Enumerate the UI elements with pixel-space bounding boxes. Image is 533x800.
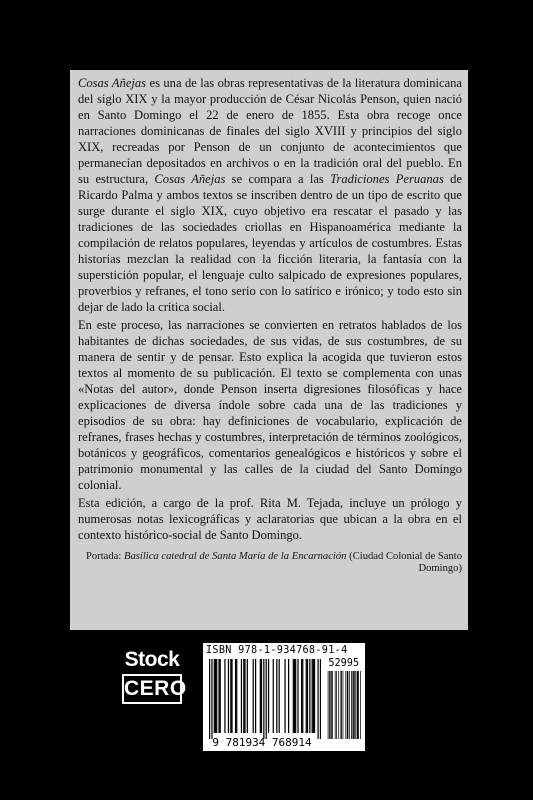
addon-bar: [360, 671, 361, 739]
barcode-bar: [214, 659, 215, 733]
addon-bar: [349, 671, 350, 739]
barcode-bar: [279, 659, 280, 733]
barcode-bar: [284, 659, 285, 733]
barcode-bar: [276, 659, 277, 733]
isbn-barcode: [203, 643, 365, 751]
barcode-bar: [301, 659, 302, 733]
italic-title: Basílica catedral de Santa María de la Encarnación: [124, 551, 347, 562]
barcode-bar: [230, 659, 231, 733]
barcode-bar: [295, 659, 296, 733]
barcode-bar: [317, 659, 318, 739]
addon-bar: [345, 671, 346, 739]
barcode-bar: [231, 659, 232, 733]
addon-bar: [358, 671, 359, 739]
addon-bar: [357, 671, 358, 739]
barcode-bar: [266, 659, 267, 739]
text-run: Esta edición, a cargo de la prof. Rita M. Tejada, incluye un prólogo y numerosas notas lexicográficas y aclaratorias que ubican a la obra en el contexto histórico-social de Santo Domingo.: [78, 496, 462, 542]
barcode-bar: [313, 659, 314, 733]
addon-bar: [348, 671, 349, 739]
barcode-bar: [320, 659, 321, 739]
addon-bar: [330, 671, 331, 739]
ean-barcode-bars: [209, 659, 321, 739]
barcode-bar: [288, 659, 289, 733]
barcode-bar: [247, 659, 248, 733]
ean-digits: 9 781934 768914: [212, 736, 312, 749]
barcode-bar: [241, 659, 242, 733]
addon-barcode-bars: [327, 671, 361, 739]
barcode-bar: [211, 659, 212, 739]
addon-bar: [335, 671, 336, 739]
text-run: se compara a las: [225, 172, 331, 186]
addon-bar: [347, 671, 348, 739]
publisher-logo: [122, 646, 187, 704]
barcode-bar: [243, 659, 244, 733]
barcode-bar: [253, 659, 254, 733]
barcode-bar: [306, 659, 307, 733]
publisher-logo-bottom: CERO: [122, 674, 182, 704]
addon-bar: [351, 671, 352, 739]
addon-bar: [340, 671, 341, 739]
italic-title: Tradiciones Peruanas: [330, 172, 444, 186]
addon-bar: [328, 671, 329, 739]
barcode-bar: [314, 659, 315, 733]
price-code: 52995: [328, 658, 359, 669]
barcode-bar: [220, 659, 221, 733]
text-run: En este proceso, las narraciones se convierten en retratos hablados de los habitantes de dichas sociedades, de sus vidas, de sus costumbres, de su manera de sentir y de pensar. Esto explica la acogida que tuvieron estos textos al momento de su publicación. El texto se complementa con unas «Notas del autor», donde Penson inserta digresiones filosóficas y hace explicaciones de diversa índole sobre cada una de las tradiciones y episodios de su obra: hay definiciones de vocabulario, explicación de refranes, frases hechas y costumbres, interpretación de términos zoológicos, botánicos y geográficos, comentarios genealógicos e históricos y sobre el patrimonio monumental y las calles de la ciudad del Santo Domingo colonial.: [78, 318, 462, 492]
isbn-label: ISBN 978-1-934768-91-4: [206, 645, 348, 656]
publisher-logo-top: Stock: [122, 646, 182, 674]
barcode-bar: [209, 659, 210, 739]
barcode-bar: [294, 659, 295, 733]
barcode-bar: [302, 659, 303, 733]
barcode-bar: [216, 659, 217, 733]
text-run: es una de las obras representativas de la literatura dominicana del siglo XIX y la mayor producción de César Nicolás Penson, quien nació en Santo Domingo el 22 de enero de 1855. Esta obra recoge once narraciones dominicanas de finales del siglo XVIII y principios del siglo XIX, recreadas por Penson de un conjunto de acontecimientos que permanecían depositados en archivos o en la tradición oral del pueblo. En su estructura,: [78, 76, 462, 186]
addon-bar: [338, 671, 339, 739]
blurb-paragraph-3: [78, 495, 462, 543]
barcode-bar: [268, 659, 269, 733]
barcode-bar: [236, 659, 237, 733]
text-run: (Ciudad Colonial de Santo Domingo): [346, 551, 462, 574]
addon-bar: [357, 671, 358, 739]
text-run: Portada:: [86, 551, 124, 562]
addon-bar: [353, 671, 354, 739]
barcode-bar: [244, 659, 245, 733]
barcode-bar: [260, 659, 261, 733]
italic-title: Cosas Añejas: [78, 76, 147, 90]
barcode-bar: [293, 659, 294, 733]
barcode-bar: [261, 659, 262, 733]
addon-bar: [353, 671, 354, 739]
addon-bar: [341, 671, 342, 739]
barcode-bar: [273, 659, 274, 733]
barcode-bar: [224, 659, 225, 733]
barcode-bar: [297, 659, 298, 733]
blurb-paragraph-1: [78, 75, 462, 315]
addon-bar: [355, 671, 356, 739]
addon-bar: [331, 671, 332, 739]
addon-bar: [329, 671, 330, 739]
barcode-bar: [307, 659, 308, 733]
addon-bar: [343, 671, 344, 739]
addon-bar: [354, 671, 355, 739]
barcode-bar: [235, 659, 236, 733]
barcode-bar: [218, 659, 219, 733]
barcode-bar: [312, 659, 313, 733]
barcode-bar: [255, 659, 256, 733]
blurb-paragraph-2: [78, 317, 462, 493]
cover-image-caption: [78, 551, 462, 575]
barcode-bar: [309, 659, 310, 733]
addon-bar: [332, 671, 333, 739]
barcode-bar: [228, 659, 229, 733]
barcode-bar: [215, 659, 216, 733]
italic-title: Cosas Añejas: [154, 172, 226, 186]
blurb-panel: [70, 70, 468, 630]
barcode-bar: [263, 659, 264, 739]
addon-bar: [336, 671, 337, 739]
text-run: de Ricardo Palma y ambos textos se inscriben dentro de un tipo de escrito que surge durante el siglo XIX, cuyo objetivo era rescatar el pasado y las tradiciones de las sociedades criollas en Hispanoamérica mediante la compilación de relatos populares, leyendas y artículos de costumbres. Estas historias mezclan la realidad con la ficción literaria, la fantasía con la superstición popular, el lenguaje culto salpicado de expresiones populares, proverbios y refranes, el tono serio con lo satírico e irónico; y todo esto sin dejar de lado la crítica social.: [78, 172, 463, 314]
